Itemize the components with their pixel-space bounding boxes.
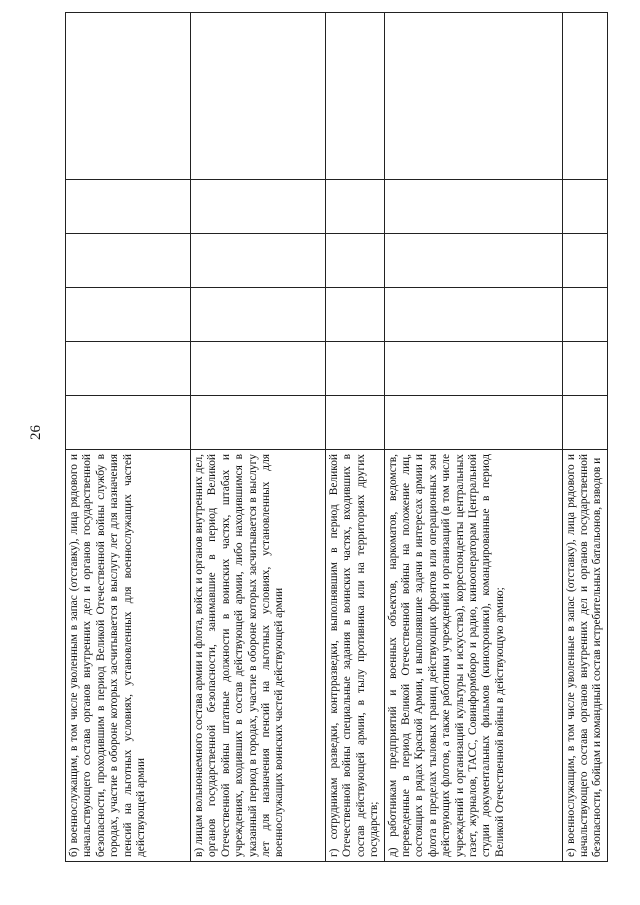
table-row bbox=[326, 13, 385, 862]
row-label-d: д) работникам предприятий и военных объектов, наркоматов, ведомств, переведенные в период Великой Отечественной войны на положение лиц, состоящих в рядах Красной Армии, и выполнявшие задачи в интересах армии и флота в пределах тыловых границ действующих фронтов или операционных зон действующих флотов, а также работники учреждений и организаций (в том числе учреждений и организаций культуры и искусства), корреспонденты центральных газет, журналов, ТАСС, Совинформбюро и радио, кинооператорам Центральной студии документальных фильмов (кинохроники), командированные в период Великой Отечественной войны в действующую армию; bbox=[384, 450, 562, 862]
benefits-table bbox=[65, 12, 608, 862]
table-row bbox=[191, 13, 326, 862]
row-label-b: б) военнослужащим, в том числе уволенным в запас (отставку), лица рядового и начальствующего состава органов внутренних дел и органов государственной безопасности, проходившим в период Великой Отечественной войны службу в городах, участие в обороне которых засчитывается в выслугу лет для назначения пенсий на льготных условиях, установленных для военнослужащих частей действующей армии bbox=[66, 450, 191, 862]
page-number: 26 bbox=[28, 425, 44, 440]
rotated-table-wrapper bbox=[65, 13, 605, 862]
table-row bbox=[384, 13, 562, 862]
row-label-e: е) военнослужащим, в том числе уволенные в запас (отставку), лица рядового и начальствующего состава органов внутренних дел и органов государственной безопасности, бойцам и командный состав истребительных батальонов, взводов и bbox=[562, 450, 607, 862]
row-label-g: г) сотрудникам разведки, контрразведки, выполнявшим в период Великой Отечественной войны специальные задания в воинских частях, входивших в состав действующей армии, в тылу противника или на территориях других государств; bbox=[326, 450, 385, 862]
table-row bbox=[562, 13, 607, 862]
table-row bbox=[66, 13, 191, 862]
row-label-v: в) лицам вольнонаемного состава армии и флота, войск и органов внутренних дел, органов государственной безопасности, занимавшие в период Великой Отечественной войны штатные должности в воинских частях, штабах и учреждениях, входивших в состав действующей армии, либо находившимся в указанный период в городах, участие в обороне которых засчитывается в выслугу лет для назначения пенсий на льготных условиях, установленных для военнослужащих воинских частей действующей армии bbox=[191, 450, 326, 862]
